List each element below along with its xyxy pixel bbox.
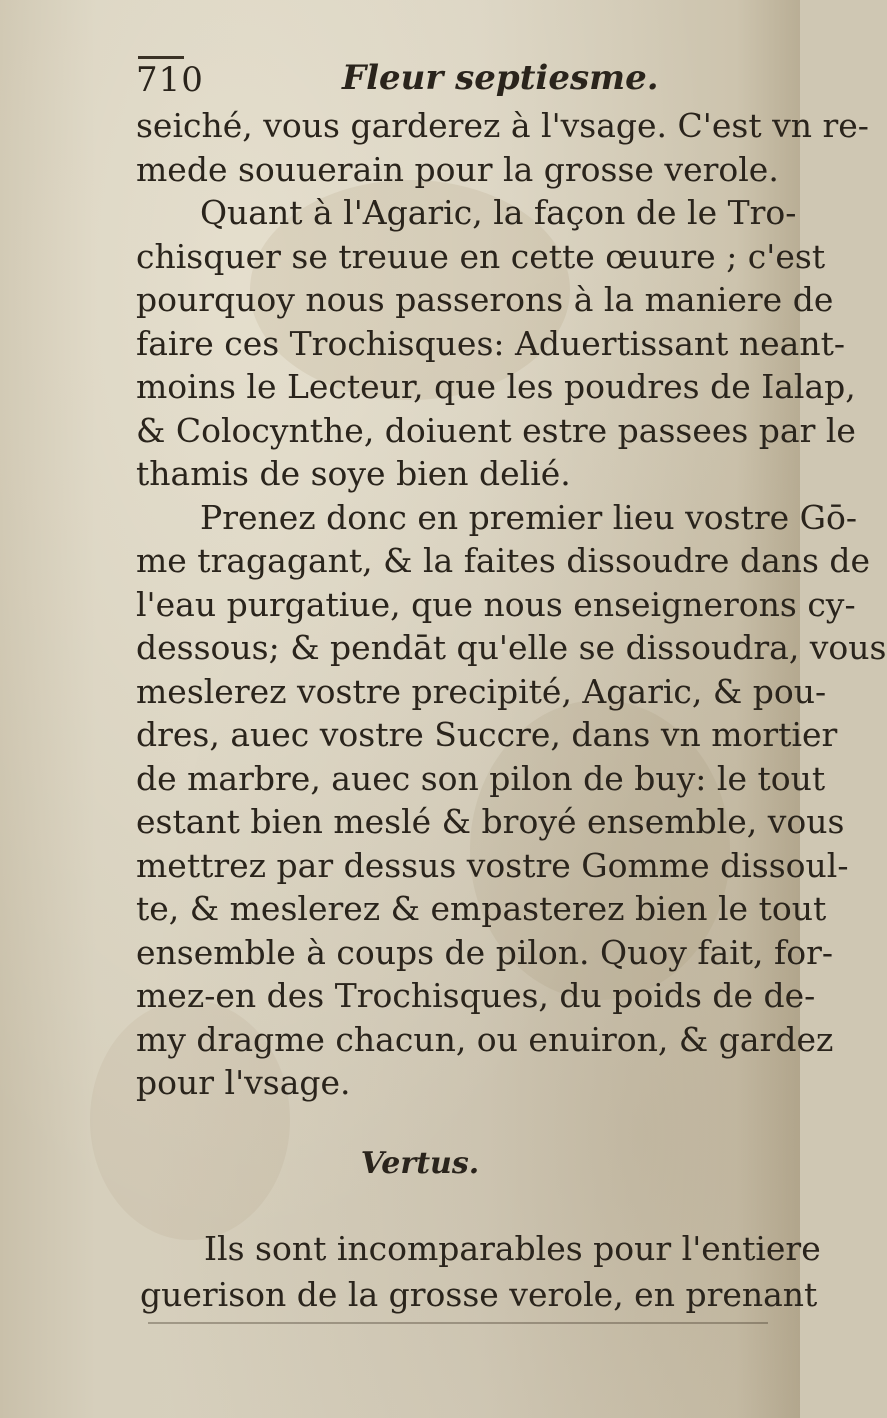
text-line: l'eau purgatiue, que nous enseignerons cy- <box>136 584 856 624</box>
text-line: guerison de la grosse verole, en prenant <box>140 1275 818 1314</box>
folio-rule <box>138 56 184 59</box>
text-line: meslerez vostre precipité, Agaric, & pou- <box>136 671 827 711</box>
text-line: te, & meslerez & empasterez bien le tout <box>136 889 827 928</box>
text-line: de marbre, auec son pilon de buy: le tout <box>136 758 826 798</box>
text-line: mez-en des Trochisques, du poids de de- <box>136 976 816 1015</box>
text-line: moins le Lecteur, que les poudres de Ialap, <box>136 367 856 406</box>
running-head <box>136 52 736 102</box>
text-line: & Colocynthe, doiuent estre passees par le <box>136 410 856 450</box>
text-line: me tragagant, & la faites dissoudre dans de <box>136 541 871 580</box>
text-line: Ils sont incomparables pour l'entiere <box>204 1229 821 1268</box>
text-line: chisquer se treuue en cette œuure ; c'est <box>136 236 826 276</box>
text-line: mede souuerain pour la grosse verole. <box>136 149 779 189</box>
cropped-next-line <box>148 1322 768 1324</box>
page-number: 710 <box>136 60 204 100</box>
running-title: Fleur septiesme. <box>342 58 659 98</box>
text-line: pourquoy nous passerons à la maniere de <box>136 280 834 319</box>
main-text <box>136 104 887 1105</box>
text-line: faire ces Trochisques: Aduertissant neant- <box>136 323 846 363</box>
text-line: seiché, vous garderez à l'vsage. C'est vn re- <box>136 106 869 145</box>
text-line: ensemble à coups de pilon. Quoy fait, for- <box>136 932 834 972</box>
text-line: mettrez par dessus vostre Gomme dissoul- <box>136 845 849 885</box>
text-line: pour l'vsage. <box>136 1063 351 1102</box>
text-line: dessous; & pendāt qu'elle se dissoudra, vous <box>136 628 887 667</box>
text-line: my dragme chacun, ou enuiron, & gardez <box>136 1019 834 1059</box>
virtues-text <box>140 1226 821 1318</box>
text-line: Quant à l'Agaric, la façon de le Tro- <box>200 193 797 232</box>
text-line: Prenez donc en premier lieu vostre Gō- <box>200 497 857 537</box>
section-heading: Vertus. <box>360 1146 480 1181</box>
text-line: estant bien meslé & broyé ensemble, vous <box>136 802 845 841</box>
text-line: thamis de soye bien delié. <box>136 454 571 493</box>
text-line: dres, auec vostre Succre, dans vn mortier <box>136 715 838 754</box>
